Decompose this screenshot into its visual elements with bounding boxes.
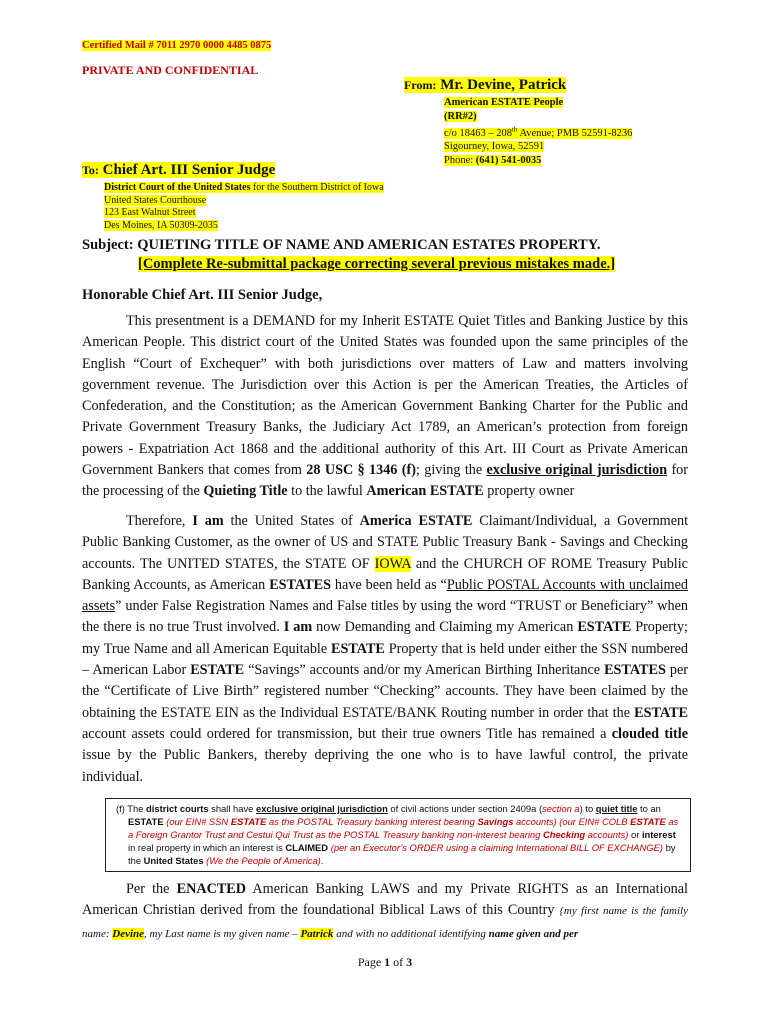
private-confidential-label: PRIVATE AND CONFIDENTIAL: [82, 63, 259, 77]
paragraph-claim: Therefore, I am the United States of America ESTATE Claimant/Individual, a Government Public Banking Customer, as the owner of US and STATE Public Treasury Bank - Savings and Checking accounts. The UNITED STATES, the STATE OF IOWA and the CHURCH OF ROME Treasury Public Banking Accounts, as American ESTATES have been held as “Public POSTAL Accounts with unclaimed assets” under False Registration Names and False titles by using the word “TRUST or Beneficiary” when the there is no true Trust involved. I am now Demanding and Claiming my American ESTATE Property; my True Name and all American Equitable ESTATE Property that is held under either the SSN numbered – American Labor ESTATE “Savings” accounts and/or my American Birthing Inheritance ESTATES per the “Certificate of Live Birth” registered number “Checking” accounts. They have been claimed by the obtaining the ESTATE EIN as the Individual ESTATE/BANK Routing number in order that the ESTATE account assets could ordered for transmission, but their true owners Title has remained a clouded title issue by the Public Bankers, thereby depriving the one who is to have lawful control, the private individual.: [82, 513, 689, 785]
from-code: (RR#2): [444, 110, 477, 122]
to-court: District Court of the United States for the Southern District of Iowa: [104, 182, 384, 193]
to-name: Chief Art. III Senior Judge: [102, 162, 276, 178]
from-address: c/o 18463 – 208th Avenue; PMB 52591-8236: [444, 125, 633, 139]
subject-text: QUIETING TITLE OF NAME AND AMERICAN ESTATES PROPERTY.: [137, 237, 601, 253]
from-details: [444, 96, 704, 167]
to-label: To:: [82, 163, 99, 177]
to-details: [104, 182, 402, 232]
page-number: Page 1 of 3: [357, 955, 413, 969]
to-block: [82, 162, 402, 232]
from-city: Sigourney, Iowa, 52591: [444, 141, 545, 152]
subject-label: Subject:: [82, 237, 138, 253]
from-block: [404, 77, 704, 167]
from-phone: Phone: (641) 541-0035: [444, 154, 542, 166]
to-address-line: United States Courthouse: [104, 194, 207, 206]
from-line: [404, 77, 704, 94]
salutation: Honorable Chief Art. III Senior Judge,: [82, 287, 323, 303]
paragraph-jurisdiction: This presentment is a DEMAND for my Inherit ESTATE Quiet Titles and Banking Justice by this American People. This district court of the United States was founded upon the same principles of the English “Court of Exchequer” with both jurisdictions over matters of Law and matters involving government revenue. The Jurisdiction over this Action is per the American Treaties, the Articles of Confederation, and the Constitution; as the American Government Banking Charter for the Public and Private Government Treasury Banks, the Judiciary Act 1789, an American’s protection from foreign powers - Expatriation Act 1868 and the additional authority of this Art. III Court as Private American Government Bankers that comes from 28 USC § 1346 (f); giving the exclusive original jurisdiction for the processing of the Quieting Title to the lawful American ESTATE property owner: [82, 313, 688, 500]
to-address-line: Des Moines, IA 50309-2035: [104, 219, 218, 231]
certified-mail-number: Certified Mail # 7011 2970 0000 4485 0875: [82, 40, 272, 51]
from-name: Mr. Devine, Patrick: [440, 77, 567, 93]
subject: [82, 236, 692, 274]
to-address-line: 123 East Walnut Street: [104, 207, 196, 218]
statute-citation-box: (f) The district courts shall have exclusive original jurisdiction of civil actions under section 2409a (section a) to quiet title to an ESTATE (our EIN# SSN ESTATE as the POSTAL Treasury banking interest bearing Savings accounts) (our EIN# COLB ESTATE as a Foreign Grantor Trust and Cestui Qui Trust as the POSTAL Treasury banking non-interest bearing Checking accounts) or interest in real property in which an interest is CLAIMED (per an Executor’s ORDER using a claiming International BILL OF EXCHANGE) by the United States (We the People of America).: [105, 798, 691, 872]
from-org: American ESTATE People: [444, 97, 564, 108]
paragraph-rights: Per the ENACTED American Banking LAWS and my Private RIGHTS as an International American Christian derived from the foundational Biblical Laws of this Country {my first name is the family name: Devine, my Last name is my given name – Patrick and with no additional identifying name given and per: [82, 881, 688, 940]
to-line: [82, 162, 402, 179]
resubmittal-note: [Complete Re-submittal package correcting several previous mistakes made.]: [138, 256, 616, 272]
from-label: From:: [404, 78, 437, 92]
